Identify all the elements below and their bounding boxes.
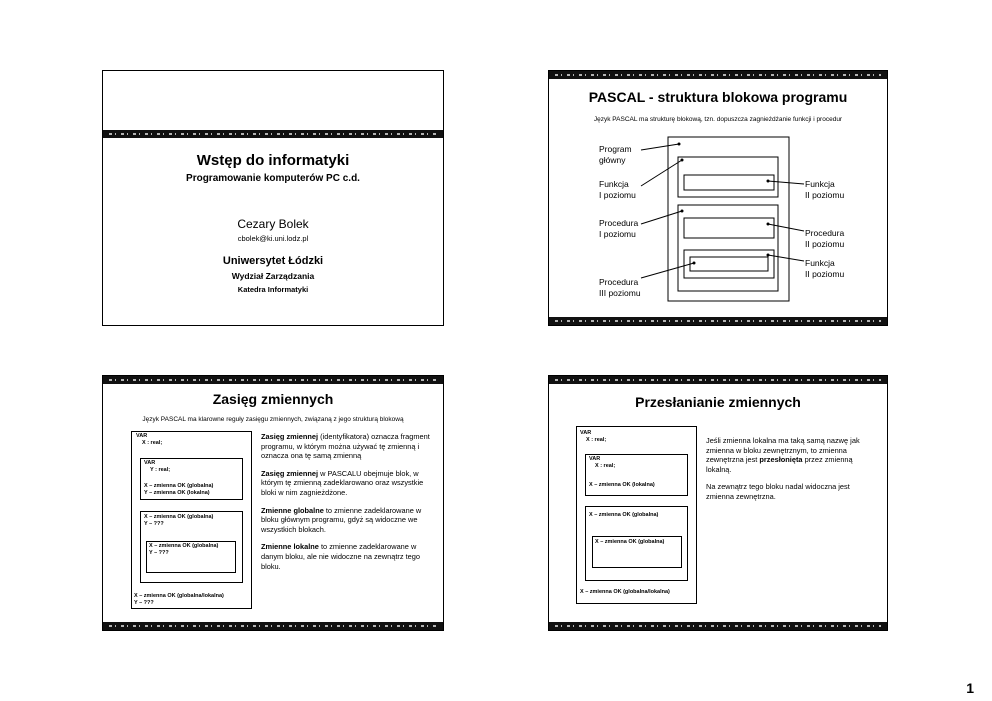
shadowing-explanation	[706, 436, 878, 502]
department-name: Katedra Informatyki	[237, 285, 309, 294]
paragraph: Zasięg zmiennej w PASCALU obejmuje blok, w którym tę zmienną zadeklarowano oraz wszystkie bloki w nim zagnieżdżone.	[261, 468, 424, 497]
author-email: cbolek@ki.uni.lodz.pl	[237, 234, 309, 243]
slide-footer-bar	[549, 622, 887, 630]
university-name: Uniwersytet Łódzki	[222, 255, 324, 267]
slide-2	[548, 70, 888, 326]
slide-3	[102, 375, 444, 631]
slide-header-bar	[103, 376, 443, 384]
faculty-name: Wydział Zarządzania	[231, 271, 315, 281]
code-nested-ok: X – zmienna OK (globalna) Y – ???	[149, 543, 219, 556]
label-funkcja-2: Funkcja II poziomu	[805, 179, 845, 200]
code-inner-ok: X – zmienna OK (globalna) Y – zmienna OK (lokalna)	[144, 483, 214, 496]
slide-intro: Język PASCAL ma klarowne reguły zasięgu zmiennych, związaną z jego strukturą blokową	[142, 416, 404, 423]
slide-title: Zasięg zmiennych	[212, 391, 334, 407]
paragraph: Na zewnątrz tego bloku nadal widoczna jest zmienna zewnętrzna.	[706, 482, 850, 501]
label-procedura-1: Procedura I poziomu	[599, 218, 639, 239]
code-outer-var: VAR X : real;	[580, 430, 607, 443]
paragraph: Zasięg zmiennej (identyfikatora) oznacza fragment programu, w którym można używać tę zmienną i oznacza ona tę samą zmienną	[261, 432, 430, 461]
label-funkcja-1: Funkcja I poziomu	[599, 179, 636, 200]
code-nested-ok: X – zmienna OK (globalna)	[595, 539, 665, 545]
code-second-ok: X – zmienna OK (globalna) Y – ???	[144, 514, 214, 527]
slide-footer-bar	[103, 622, 443, 630]
slide-title: Wstęp do informatyki	[196, 152, 350, 169]
slide-header-bar	[549, 376, 887, 384]
slide-subtitle: Programowanie komputerów PC c.d.	[186, 173, 360, 184]
procedure-l2-block	[684, 218, 774, 238]
code-inner-var: VAR X : real;	[589, 456, 616, 469]
function-l2-block	[684, 175, 774, 190]
slide-intro: Język PASCAL ma strukturę blokową, tzn. dopuszcza zagnieżdżanie funkcji i procedur	[593, 116, 843, 123]
code-outer-var: VAR X : real;	[136, 433, 163, 446]
label-program: Program główny	[599, 144, 632, 165]
slide-title: Przesłanianie zmiennych	[635, 394, 801, 410]
code-inner-ok: X – zmienna OK (lokalna)	[589, 482, 655, 488]
paragraph: Zmienne lokalne to zmienne zadeklarowane w danym bloku, ale nie widoczne na zewnątrz tego bloku.	[261, 542, 420, 571]
paragraph: Jeśli zmienna lokalna ma taką samą nazwę jak zmienna w bloku zewnętrznym, to zmienna zewnętrzna jest przesłonięta przez zmienną lokalną.	[706, 436, 860, 474]
code-second-ok: X – zmienna OK (globalna)	[589, 512, 659, 518]
slide-4	[548, 375, 888, 631]
label-procedura-3: Procedura III poziomu	[599, 277, 641, 298]
slide-title: PASCAL - struktura blokowa programu	[588, 89, 848, 105]
code-outer-ok: X – zmienna OK (globalna/lokalna)	[580, 589, 670, 595]
function-l2b-block	[684, 250, 774, 278]
slide-1	[102, 70, 444, 326]
procedure-l3-block	[690, 257, 768, 271]
scope-explanation	[261, 432, 436, 571]
code-outer-ok: X – zmienna OK (globalna/lokalna) Y – ???	[134, 593, 224, 606]
label-procedura-2: Procedura II poziomu	[805, 228, 845, 249]
paragraph: Zmienne globalne to zmienne zadeklarowane w bloku głównym programu, gdyż są widoczne we wszystkich blokach.	[261, 505, 422, 534]
label-funkcja-2b: Funkcja II poziomu	[805, 258, 845, 279]
slide-header-bar	[103, 130, 443, 138]
main-program-block	[668, 137, 789, 301]
page-number: 1	[966, 680, 974, 696]
code-inner-var: VAR Y : real;	[144, 460, 171, 473]
function-l1-block	[678, 157, 778, 197]
author-name: Cezary Bolek	[237, 217, 309, 231]
